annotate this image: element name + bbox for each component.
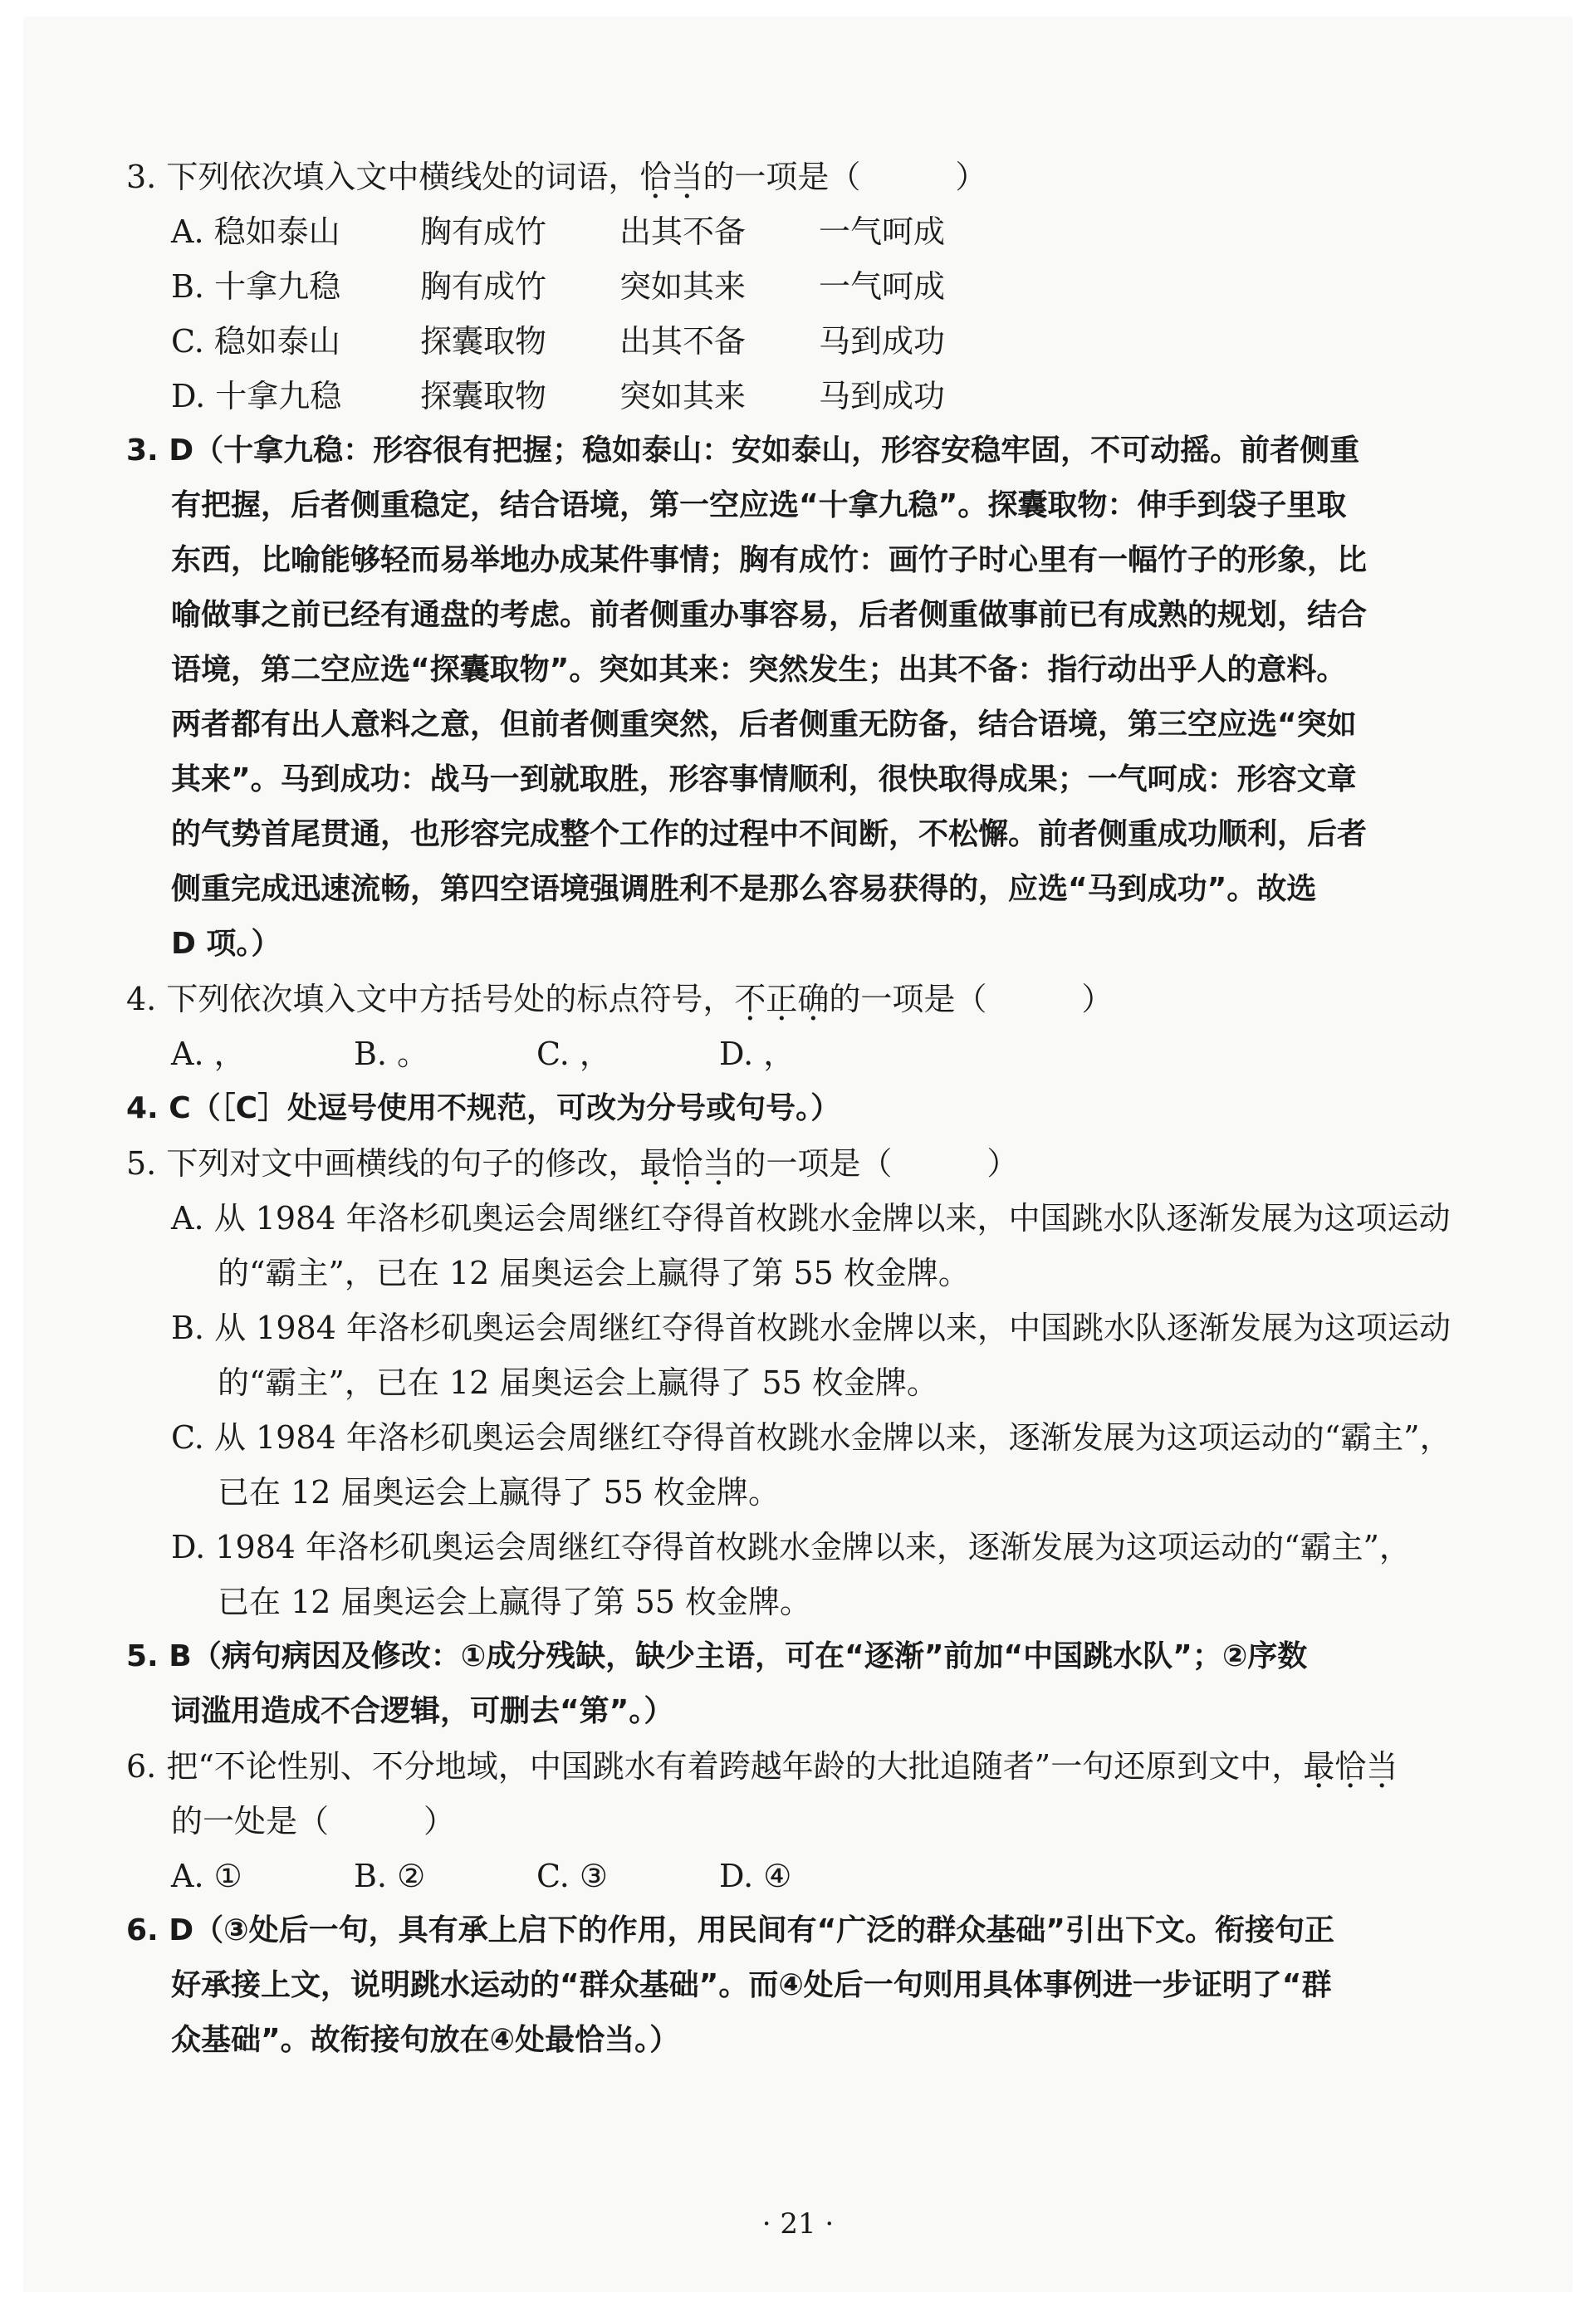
emphasized-char: 恰 [639, 159, 672, 195]
answer-6-line: 6. D（③处后一句，具有承上启下的作用，用民间有“广泛的群众基础”引出下文。衔接句正 [126, 1913, 1334, 1947]
emphasis-dots [1303, 1748, 1398, 1785]
option-term: 胸有成竹 [420, 268, 547, 305]
question-3-stem-tail: 的一项是（ ） [703, 159, 987, 195]
option-d: D. ④ [719, 1858, 792, 1894]
question-3-option-d [126, 369, 1521, 424]
page-number: · 21 · [761, 2207, 835, 2241]
question-5-option-b-cont: 的“霸主”，已在 12 届奥运会上赢得了 55 枚金牌。 [218, 1364, 938, 1401]
question-5-stem [126, 1136, 1521, 1191]
question-4-stem-text: 4. 下列依次填入文中方括号处的标点符号， [126, 981, 735, 1017]
emphasized-char: 恰 [1334, 1748, 1367, 1785]
emphasized-char: 恰 [671, 1145, 703, 1182]
question-6-stem-cont: 的一处是（ ） [171, 1803, 456, 1839]
option-term: B. 十拿九稳 [171, 268, 341, 305]
option-b: B. ② [354, 1858, 426, 1894]
question-3-stem [126, 149, 1521, 204]
answer-3-line: 语境，第二空应选“探囊取物”。突如其来：突然发生；出其不备：指行动出乎人的意料。 [171, 653, 1347, 687]
document-body [126, 149, 1521, 2068]
option-term: 突如其来 [619, 378, 747, 414]
answer-3-line: 其来”。马到成功：战马一到就取胜，形容事情顺利，很快取得成果；一气呵成：形容文章 [171, 762, 1357, 796]
option-term: 出其不备 [619, 323, 747, 360]
question-6-stem [126, 1739, 1521, 1794]
option-term: 出其不备 [619, 213, 747, 250]
question-5-option-d: D. 1984 年洛杉矶奥运会周继红夺得首枚跳水金牌以来，逐渐发展为这项运动的“霸主”， [171, 1529, 1411, 1565]
emphasized-char: 正 [766, 981, 798, 1017]
option-d: D. ， [719, 1036, 796, 1072]
emphasis-dots [639, 159, 703, 195]
question-5-stem-text: 5. 下列对文中画横线的句子的修改， [126, 1145, 640, 1182]
question-4-stem-tail: 的一项是（ ） [829, 981, 1114, 1017]
option-term: 探囊取物 [420, 378, 547, 414]
emphasized-char: 当 [671, 159, 703, 195]
answer-3-line: 东西，比喻能够轻而易举地办成某件事情；胸有成竹：画竹子时心里有一幅竹子的形象，比 [171, 543, 1368, 577]
question-5-option-c: C. 从 1984 年洛杉矶奥运会周继红夺得首枚跳水金牌以来，逐渐发展为这项运动的“霸主”， [171, 1419, 1452, 1456]
option-a: A. ， [171, 1036, 246, 1072]
option-term: 一气呵成 [819, 268, 946, 305]
answer-6-line: 好承接上文，说明跳水运动的“群众基础”。而④处后一句则用具体事例进一步证明了“群 [171, 1968, 1332, 2002]
option-a: A. ① [171, 1858, 242, 1894]
option-term: 胸有成竹 [420, 213, 547, 250]
emphasized-char: 不 [734, 981, 766, 1017]
option-term: C. 稳如泰山 [171, 323, 340, 360]
emphasis-dots [639, 1145, 734, 1182]
answer-4: 4. C（［C］处逗号使用不规范，可改为分号或句号。） [126, 1091, 841, 1125]
option-term: 马到成功 [819, 378, 946, 414]
option-term: 探囊取物 [420, 323, 547, 360]
question-3-option-c [126, 314, 1521, 369]
emphasized-char: 当 [1366, 1748, 1398, 1785]
emphasized-char: 当 [703, 1145, 735, 1182]
question-3-option-a [126, 204, 1521, 259]
answer-5-line: 5. B（病句病因及修改：①成分残缺，缺少主语，可在“逐渐”前加“中国跳水队”；②序数 [126, 1639, 1308, 1673]
question-5-option-a-cont: 的“霸主”，已在 12 届奥运会上赢得了第 55 枚金牌。 [218, 1255, 970, 1291]
question-5-option-b: B. 从 1984 年洛杉矶奥运会周继红夺得首枚跳水金牌以来，中国跳水队逐渐发展为这项运动 [171, 1310, 1451, 1346]
answer-3-line: 喻做事之前已经有通盘的考虑。前者侧重办事容易，后者侧重做事前已有成熟的规划，结合 [171, 598, 1368, 632]
question-5-option-a: A. 从 1984 年洛杉矶奥运会周继红夺得首枚跳水金牌以来，中国跳水队逐渐发展为这项运动 [171, 1200, 1451, 1237]
option-b: B. 。 [354, 1036, 429, 1072]
option-term: 马到成功 [819, 323, 946, 360]
question-5-option-d-cont: 已在 12 届奥运会上赢得了第 55 枚金牌。 [218, 1584, 812, 1620]
option-c: C. ， [536, 1036, 611, 1072]
question-6-stem-text: 6. 把“不论性别、不分地域，中国跳水有着跨越年龄的大批追随者”一句还原到文中， [126, 1748, 1304, 1785]
emphasized-char: 最 [1303, 1748, 1335, 1785]
question-5-stem-tail: 的一项是（ ） [734, 1145, 1019, 1182]
answer-3-line: 侧重完成迅速流畅，第四空语境强调胜利不是那么容易获得的，应选“马到成功”。故选 [171, 872, 1317, 906]
question-5-option-c-cont: 已在 12 届奥运会上赢得了 55 枚金牌。 [218, 1474, 781, 1511]
question-4-stem [126, 972, 1521, 1026]
question-3-stem-text: 3. 下列依次填入文中横线处的词语， [126, 159, 640, 195]
option-term: 一气呵成 [819, 213, 946, 250]
answer-6-line: 众基础”。故衔接句放在④处最恰当。） [171, 2023, 680, 2057]
emphasis-dots [734, 981, 829, 1017]
answer-3-line: 3. D（十拿九稳：形容很有把握；稳如泰山：安如泰山，形容安稳牢固，不可动摇。前者侧重 [126, 434, 1360, 468]
answer-3-line: 有把握，后者侧重稳定，结合语境，第一空应选“十拿九稳”。探囊取物：伸手到袋子里取 [171, 488, 1347, 522]
option-term: A. 稳如泰山 [171, 213, 340, 250]
emphasized-char: 最 [639, 1145, 672, 1182]
option-term: 突如其来 [619, 268, 747, 305]
emphasized-char: 确 [797, 981, 830, 1017]
answer-5-line: 词滥用造成不合逻辑，可删去“第”。） [171, 1694, 674, 1728]
answer-3-line: D 项。） [171, 927, 282, 961]
question-3-option-b [126, 259, 1521, 314]
answer-3-line: 两者都有出人意料之意，但前者侧重突然，后者侧重无防备，结合语境，第三空应选“突如 [171, 708, 1357, 742]
option-term: D. 十拿九稳 [171, 378, 342, 414]
question-4-options [126, 1026, 1521, 1081]
answer-3-line: 的气势首尾贯通，也形容完成整个工作的过程中不间断，不松懈。前者侧重成功顺利，后者 [171, 817, 1368, 851]
option-c: C. ③ [536, 1858, 608, 1894]
question-6-options [126, 1849, 1521, 1903]
